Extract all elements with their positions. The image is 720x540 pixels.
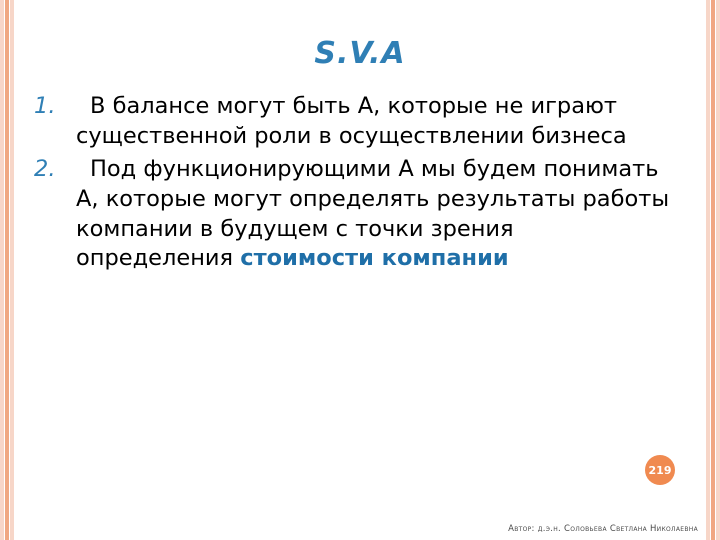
stripe-dark-left-middle — [5, 0, 9, 540]
stripe-light-right-inner — [706, 0, 710, 540]
list-item — [34, 92, 674, 151]
list-item-text-highlight: стоимости компании — [240, 245, 509, 272]
stripe-light-left-outer — [0, 0, 4, 540]
stripe-light-right-outer — [716, 0, 720, 540]
numbered-list — [34, 92, 674, 274]
left-decorative-stripes — [0, 0, 16, 540]
author-footer: Автор: д.э.н. Соловьева Светлана Николаевна — [508, 524, 698, 534]
page-number-badge: 219 — [645, 455, 675, 485]
stripe-dark-right-middle — [711, 0, 715, 540]
list-item-marker: 1. — [34, 93, 56, 119]
list-item-text — [76, 155, 674, 274]
list-item-marker: 2. — [34, 156, 56, 183]
list-item — [34, 155, 674, 274]
slide-title: S.V.A — [314, 36, 406, 71]
stripe-light-left-inner — [10, 0, 14, 540]
slide-body — [34, 92, 674, 278]
right-decorative-stripes — [704, 0, 720, 540]
list-item-text: В балансе могут быть А, которые не играют существенной роли в осуществлении бизнеса — [76, 93, 627, 149]
list-item-text-plain: Под функционирующими А мы будем понимать А, которые могут определять результаты работы компании в будущем с точки зрения определения — [76, 156, 670, 272]
